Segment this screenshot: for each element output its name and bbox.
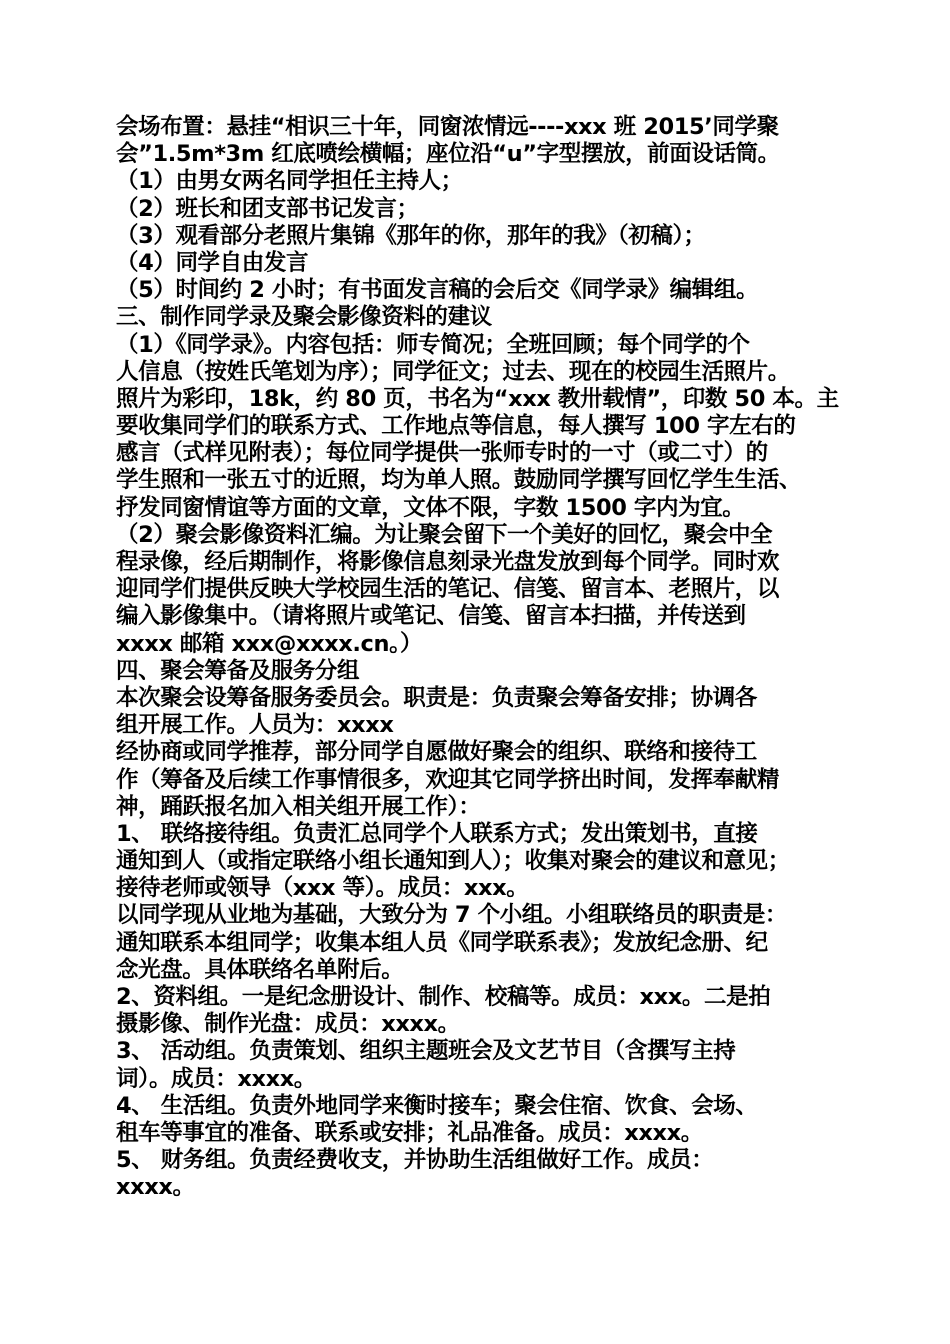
text-line: （3）观看部分老照片集锦《那年的你，那年的我》（初稿）； — [116, 222, 706, 249]
text-line: 迎同学们提供反映大学校园生活的笔记、信笺、留言本、老照片，以 — [116, 576, 780, 603]
text-line: 2、资料组。一是纪念册设计、制作、校稿等。成员：xxx。二是拍 — [116, 984, 771, 1010]
text-line: 租车等事宜的准备、联系或安排；礼品准备。成员：xxxx。 — [116, 1119, 703, 1146]
text-line: xxxx 邮箱 xxx@xxxx.cn。） — [116, 630, 423, 657]
text-line: 通知联系本组同学；收集本组人员《同学联系表》；发放纪念册、纪 — [116, 929, 768, 956]
text-line: 神，踊跃报名加入相关组开展工作）： — [116, 793, 481, 820]
text-line: 程录像，经后期制作，将影像信息刻录光盘发放到每个同学。同时欢 — [116, 549, 780, 575]
text-line: （1）由男女两名同学担任主持人； — [116, 168, 463, 195]
section-heading: 四、聚会筹备及服务分组 — [116, 657, 360, 684]
text-line: 接待老师或领导（xxx 等）。成员：xxx。 — [116, 875, 529, 902]
text-line: 要收集同学们的联系方式、工作地点等信息，每人撰写 100 字左右的 — [116, 413, 796, 440]
section-heading: 三、制作同学录及聚会影像资料的建议 — [116, 304, 492, 331]
text-line: 作（筹备及后续工作事情很多，欢迎其它同学挤出时间，发挥奉献精 — [116, 766, 780, 793]
text-line: 通知到人（或指定联络小组长通知到人）；收集对聚会的建议和意见； — [116, 848, 790, 875]
text-line: 编入影像集中。（请将照片或笔记、信笺、留言本扫描，并传送到 — [116, 603, 746, 630]
text-line: （2）班长和团支部书记发言； — [116, 195, 419, 222]
text-line: 5、 财务组。负责经费收支，并协助生活组做好工作。成员： — [116, 1147, 714, 1174]
text-line: （2）聚会影像资料汇编。为让聚会留下一个美好的回忆，聚会中全 — [116, 521, 773, 548]
text-line: 念光盘。具体联络名单附后。 — [116, 956, 404, 983]
text-line: 以同学现从业地为基础，大致分为 7 个小组。小组联络员的职责是： — [116, 902, 788, 929]
text-line: 抒发同窗情谊等方面的文章，文体不限，字数 1500 字内为宜。 — [116, 494, 745, 521]
text-line: 摄影像、制作光盘：成员：xxxx。 — [116, 1011, 460, 1038]
document-body — [116, 114, 856, 1202]
text-line: 感言（式样见附表）；每位同学提供一张师专时的一寸（或二寸）的 — [116, 440, 768, 467]
text-line: 学生照和一张五寸的近照，均为单人照。鼓励同学撰写回忆学生生活、 — [116, 467, 802, 494]
text-line: （4）同学自由发言 — [116, 249, 309, 276]
text-line: 1、 联络接待组。负责汇总同学个人联系方式；发出策划书，直接 — [116, 820, 758, 847]
text-line: 经协商或同学推荐，部分同学自愿做好聚会的组织、联络和接待工 — [116, 739, 757, 766]
text-line: （5）时间约 2 小时；有书面发言稿的会后交《同学录》编辑组。 — [116, 277, 759, 304]
text-line: 4、 生活组。负责外地同学来衡时接车；聚会住宿、饮食、会场、 — [116, 1092, 758, 1119]
text-line: 3、 活动组。负责策划、组织主题班会及文艺节目（含撰写主持 — [116, 1038, 736, 1065]
text-line: 人信息（按姓氏笔划为序）；同学征文；过去、现在的校园生活照片。 — [116, 358, 790, 385]
text-line: xxxx。 — [116, 1174, 195, 1201]
text-line: 组开展工作。人员为：xxxx — [116, 712, 394, 739]
text-line: 会场布置：悬挂“相识三十年，同窗浓情远----xxx 班 2015’同学聚 — [116, 114, 779, 140]
text-line: 会”1.5m*3m 红底喷绘横幅；座位沿“u”字型摆放，前面设话筒。 — [116, 141, 780, 168]
text-line: 词）。成员：xxxx。 — [116, 1065, 316, 1092]
text-line: 照片为彩印，18k，约 80 页，书名为“xxx 教卅载情”，印数 50 本。主 — [116, 385, 839, 412]
text-line: 本次聚会设筹备服务委员会。职责是：负责聚会筹备安排；协调各 — [116, 684, 757, 711]
text-line: （1）《同学录》。内容包括：师专简况；全班回顾；每个同学的个 — [116, 331, 750, 358]
